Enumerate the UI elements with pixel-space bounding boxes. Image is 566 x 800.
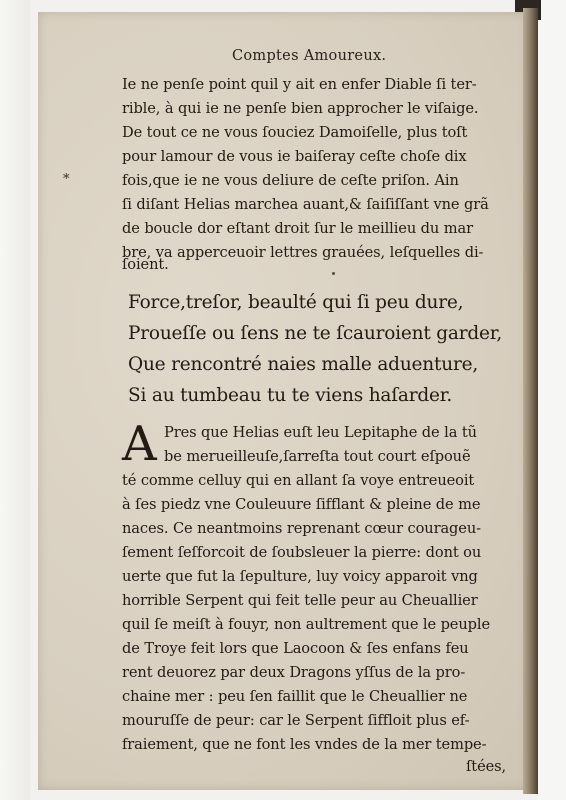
prose-line: pour lamour de vous ie baiſeray ceſte choſe dix (122, 148, 467, 165)
verse-line: Que rencontré naies malle aduenture, (128, 354, 479, 375)
verse-line: Proueſſe ou ſens ne te ſcauroient garder, (128, 323, 503, 344)
drop-capital: A (122, 416, 157, 472)
verse-line: Force,treſor, beaulté qui ſi peu dure, (128, 292, 464, 313)
margin-mark: * (63, 172, 70, 187)
paragraph-line: ſement ſeſforcoit de ſoubsleuer la pierre: dont ou (122, 544, 482, 561)
running-head: Comptes Amoureux. (232, 48, 387, 64)
prose-line: De tout ce ne vous ſouciez Damoiſelle, plus toſt (122, 124, 468, 141)
prose-line: rible, à qui ie ne penſe bien approcher le viſaige. (122, 100, 479, 117)
paragraph-line: horrible Serpent qui feit telle peur au Cheuallier (122, 592, 478, 609)
paragraph-line: uerte que fut la ſepulture, luy voicy apparoit vng (122, 568, 478, 585)
paragraph-line: naces. Ce neantmoins reprenant cœur courageu- (122, 520, 481, 537)
ornament-dot (332, 272, 335, 275)
paragraph-line: à ſes piedz vne Couleuure ſifflant & pleine de me (122, 496, 481, 513)
paragraph-line: Pres que Helias euſt leu Lepitaphe de la tũ (164, 424, 477, 441)
catchword: ſtées, (466, 758, 507, 775)
prose-line: bre, va apperceuoir lettres grauées, leſquelles di- (122, 244, 484, 261)
prose-line: Ie ne penſe point quil y ait en enfer Diable ſi ter- (122, 76, 477, 93)
paragraph-line: de Troye feit lors que Laocoon & ſes enfans feu (122, 640, 469, 657)
prose-line: ſoient. (122, 256, 169, 273)
paragraph-line: fraiement, que ne font les vndes de la mer tempe- (122, 736, 487, 753)
scan-background-right (538, 0, 566, 800)
prose-line: ſi diſant Helias marchea auant,& ſaiſiſſant vne grã (122, 196, 489, 213)
paragraph-line: be merueilleuſe,ſarreſta tout court eſpouẽ (164, 448, 471, 465)
prose-line: de boucle dor eſtant droit ſur le meillieu du mar (122, 220, 473, 237)
paragraph-line: rent deuorez par deux Dragons yſſus de la pro- (122, 664, 466, 681)
prose-line: fois,que ie ne vous deliure de ceſte priſon. Ain (122, 172, 459, 189)
paragraph-line: quil ſe meiſt à fouyr, non aultrement que le peuple (122, 616, 490, 633)
paragraph-line: chaine mer : peu ſen faillit que le Cheuallier ne (122, 688, 468, 705)
paragraph-line: mouruſſe de peur: car le Serpent ſiffloit plus ef- (122, 712, 470, 729)
page-edge-shadow (523, 8, 538, 794)
verse-line: Si au tumbeau tu te viens haſarder. (128, 385, 453, 406)
scan-background-left (0, 0, 30, 800)
paragraph-line: té comme celluy qui en allant ſa voye entreueoit (122, 472, 475, 489)
